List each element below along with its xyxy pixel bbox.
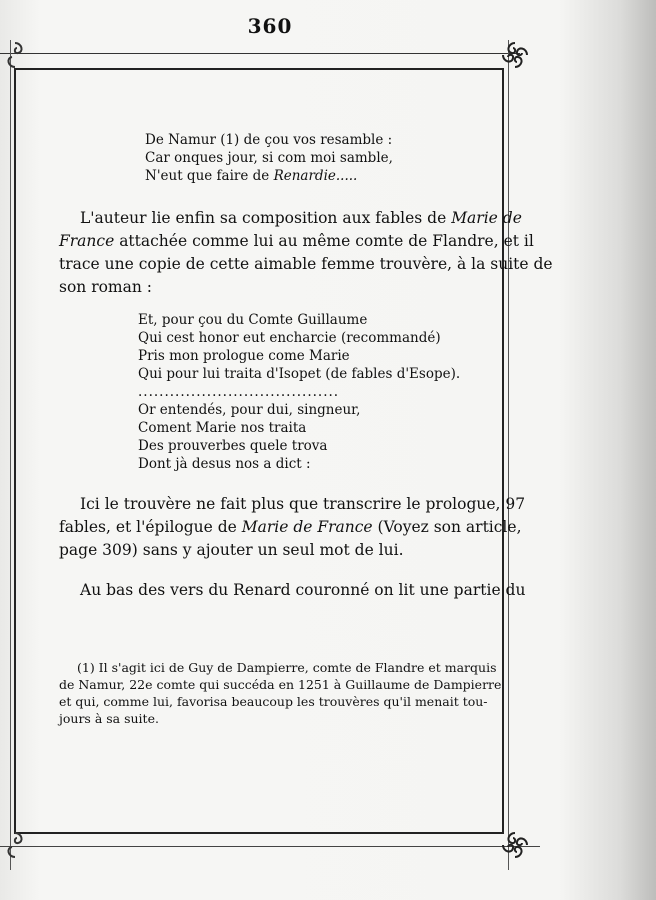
text-span: attachée comme lui au même comte de Flandre, et il bbox=[119, 232, 534, 250]
text-line: trace une copie de cette aimable femme trouvère, à la suite de bbox=[59, 255, 553, 273]
text-span: (Voyez son article, bbox=[377, 518, 522, 536]
italic-span: France bbox=[59, 232, 115, 250]
text-line: Ici le trouvère ne fait plus que transcrire le prologue, 97 bbox=[80, 495, 526, 513]
text-line bbox=[59, 516, 525, 539]
footnote-line: (1) Il s'agit ici de Guy de Dampierre, comte de Flandre et marquis bbox=[77, 660, 497, 675]
right-rule bbox=[508, 40, 509, 870]
verse-block-1 bbox=[145, 131, 393, 185]
verse-block-2 bbox=[138, 311, 460, 473]
verse-line: Coment Marie nos traita bbox=[138, 420, 307, 436]
ornament-icon bbox=[500, 830, 530, 860]
italic-span: Marie de bbox=[451, 209, 522, 227]
text-line bbox=[80, 207, 553, 230]
page-number: 360 bbox=[247, 14, 293, 38]
text-line bbox=[59, 230, 553, 253]
verse-line: Qui cest honor eut encharcie (recommandé) bbox=[138, 330, 441, 346]
ornament-icon bbox=[500, 40, 530, 70]
footnote-line: de Namur, 22e comte qui succéda en 1251 à Guillaume de Dampierre bbox=[59, 677, 502, 692]
top-rule bbox=[0, 53, 520, 54]
verse-line: Des prouverbes quele trova bbox=[138, 438, 328, 454]
paragraph-2 bbox=[59, 493, 526, 562]
footnote-line: jours à sa suite. bbox=[59, 711, 159, 726]
ornament-icon bbox=[0, 40, 30, 70]
verse-line bbox=[145, 167, 393, 185]
verse-line: Pris mon prologue come Marie bbox=[138, 348, 350, 364]
verse-italic: Renardie..... bbox=[273, 168, 358, 184]
paragraph-1 bbox=[59, 207, 553, 299]
verse-line: Qui pour lui traita d'Isopet (de fables d'Esope). bbox=[138, 366, 461, 382]
verse-text: N'eut que faire de bbox=[145, 168, 270, 184]
italic-span: Marie de France bbox=[241, 518, 373, 536]
ornament-icon bbox=[0, 830, 30, 860]
verse-line: Car onques jour, si com moi samble, bbox=[145, 150, 393, 166]
verse-ellipsis: ...................................... bbox=[138, 384, 340, 400]
verse-line: Or entendés, pour dui, singneur, bbox=[138, 402, 361, 418]
footnote bbox=[59, 659, 501, 727]
left-rule bbox=[10, 40, 11, 870]
footnote-line: et qui, comme lui, favorisa beaucoup les trouvères qu'il menait tou- bbox=[59, 694, 488, 709]
text-line: page 309) sans y ajouter un seul mot de lui. bbox=[59, 541, 404, 559]
verse-line: Et, pour çou du Comte Guillaume bbox=[138, 312, 368, 328]
text-line: son roman : bbox=[59, 278, 153, 296]
verse-line: De Namur (1) de çou vos resamble : bbox=[145, 132, 393, 148]
text-span: fables, et l'épilogue de bbox=[59, 518, 237, 536]
paragraph-3 bbox=[80, 579, 525, 602]
text-line: Au bas des vers du Renard couronné on lit une partie du bbox=[80, 581, 526, 599]
verse-line: Dont jà desus nos a dict : bbox=[138, 456, 311, 472]
text-span: L'auteur lie enfin sa composition aux fables de bbox=[80, 209, 447, 227]
bottom-rule bbox=[0, 846, 540, 847]
